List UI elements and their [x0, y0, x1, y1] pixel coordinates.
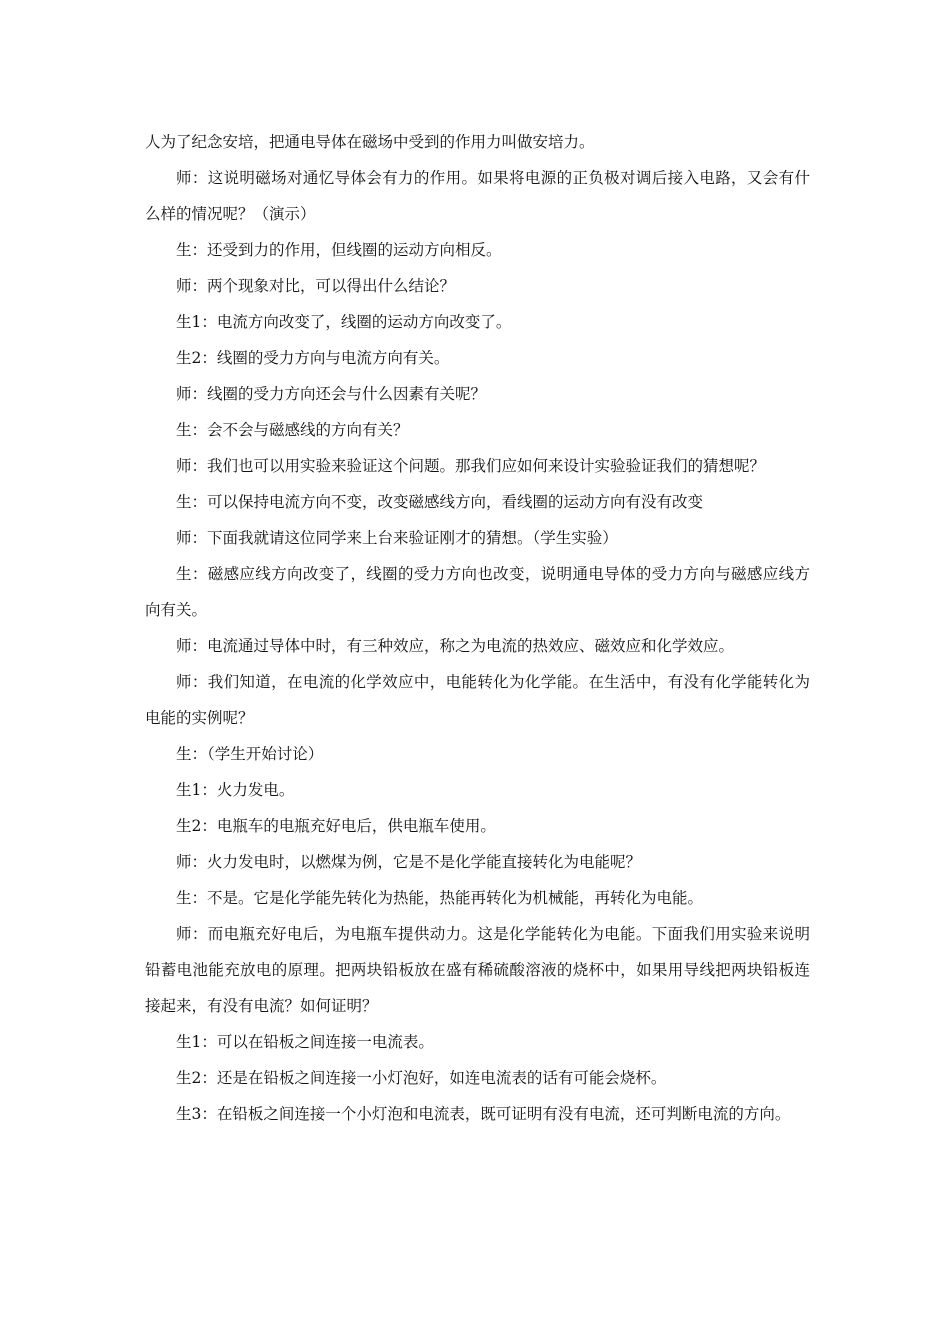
paragraph: 师：电流通过导体中时，有三种效应，称之为电流的热效应、磁效应和化学效应。 [176, 637, 735, 655]
paragraph: 师：而电瓶充好电后，为电瓶车提供动力。这是化学能转化为电能。下面我们用实验来说明铅蓄电池能充放电的原理。把两块铅板放在盛有稀硫酸溶液的烧杯中，如果用导线把两块铅板连接起来，有没有电流？如何证明？ [145, 925, 810, 1015]
paragraph: 生：会不会与磁感线的方向有关？ [176, 421, 409, 439]
paragraph: 生3：在铅板之间连接一个小灯泡和电流表，既可证明有没有电流，还可判断电流的方向。 [176, 1105, 791, 1123]
paragraph: 生：还受到力的作用，但线圈的运动方向相反。 [176, 241, 502, 259]
paragraph: 生：磁感应线方向改变了，线圈的受力方向也改变，说明通电导体的受力方向与磁感应线方向有关。 [145, 565, 810, 619]
paragraph: 生2：线圈的受力方向与电流方向有关。 [176, 349, 450, 367]
paragraph: 师：这说明磁场对通忆导体会有力的作用。如果将电源的正负极对调后接入电路，又会有什么样的情况呢？（演示） [145, 169, 810, 223]
paragraph: 生2：还是在铅板之间连接一小灯泡好，如连电流表的话有可能会烧杯。 [176, 1069, 667, 1087]
paragraph: 生：可以保持电流方向不变，改变磁感线方向，看线圈的运动方向有没有改变 [176, 493, 704, 511]
paragraph: 师：我们知道，在电流的化学效应中，电能转化为化学能。在生活中，有没有化学能转化为电能的实例呢？ [145, 673, 810, 727]
paragraph: 人为了纪念安培，把通电导体在磁场中受到的作用力叫做安培力。 [145, 133, 595, 151]
paragraph: 师：线圈的受力方向还会与什么因素有关呢？ [176, 385, 487, 403]
paragraph: 生1：火力发电。 [176, 781, 295, 799]
paragraph: 师：两个现象对比，可以得出什么结论？ [176, 277, 456, 295]
paragraph: 师：我们也可以用实验来验证这个问题。那我们应如何来设计实验验证我们的猜想呢？ [176, 457, 766, 475]
paragraph: 生2：电瓶车的电瓶充好电后，供电瓶车使用。 [176, 817, 496, 835]
paragraph: 生：不是。它是化学能先转化为热能，热能再转化为机械能，再转化为电能。 [176, 889, 704, 907]
document-body [145, 124, 810, 1132]
paragraph: 生1：电流方向改变了，线圈的运动方向改变了。 [176, 313, 512, 331]
paragraph: 师：火力发电时，以燃煤为例，它是不是化学能直接转化为电能呢？ [176, 853, 642, 871]
paragraph: 师：下面我就请这位同学来上台来验证刚才的猜想。（学生实验） [176, 529, 618, 547]
paragraph: 生：（学生开始讨论） [176, 745, 324, 763]
paragraph: 生1：可以在铅板之间连接一电流表。 [176, 1033, 434, 1051]
